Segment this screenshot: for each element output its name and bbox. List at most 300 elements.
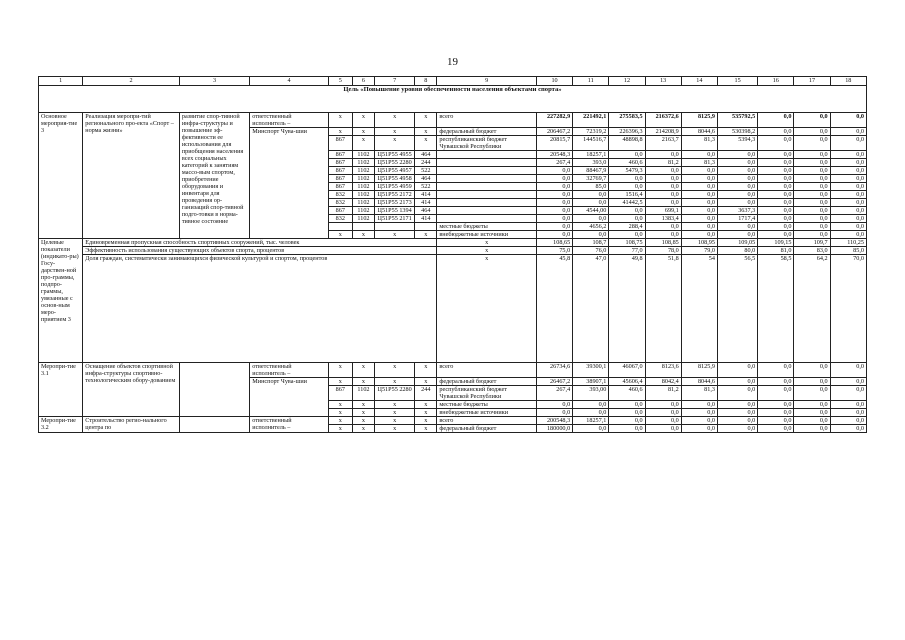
table-cell: 0,0 [717, 386, 757, 401]
indicator-value: 45,8 [536, 255, 572, 363]
funding-source [437, 199, 537, 207]
table-cell: 0,0 [536, 215, 572, 223]
funding-source: всего [437, 363, 537, 378]
budget-table [38, 76, 867, 433]
table-cell: 0,0 [681, 401, 717, 409]
table-cell: 0,0 [717, 425, 757, 433]
measure-title: Реализация меропри-тий регионального про-екта «Спорт – норма жизни» [83, 113, 180, 239]
measure-goal [179, 417, 249, 433]
responsible-label: ответственный исполнитель – [250, 417, 328, 433]
table-cell: 414 [415, 199, 437, 207]
table-cell: x [352, 378, 374, 386]
table-cell: 221492,1 [573, 113, 609, 128]
table-cell: x [415, 409, 437, 417]
table-cell: 85,0 [573, 183, 609, 191]
table-cell: 464 [415, 175, 437, 183]
table-cell: 0,0 [681, 231, 717, 239]
table-cell: 0,0 [717, 401, 757, 409]
table-cell: 1102 [352, 183, 374, 191]
table-cell: 214208,9 [645, 128, 681, 136]
table-cell: 0,0 [681, 425, 717, 433]
column-number: 14 [681, 77, 717, 86]
table-cell: 0,0 [794, 175, 830, 183]
table-cell: x [352, 425, 374, 433]
table-cell: 206467,2 [536, 128, 572, 136]
indicator-value: 75,0 [536, 247, 572, 255]
indicator-value: 58,5 [758, 255, 794, 363]
column-number: 2 [83, 77, 180, 86]
table-cell: 8044,6 [681, 378, 717, 386]
table-cell: 867 [328, 151, 352, 159]
table-cell: 0,0 [794, 409, 830, 417]
table-cell: 867 [328, 207, 352, 215]
table-cell: 144516,7 [573, 136, 609, 151]
table-cell: Ц51Р55 4959 [375, 183, 415, 191]
responsible-label: ответственный исполнитель – [250, 363, 328, 378]
table-cell: 1516,4 [609, 191, 645, 199]
table-cell: 4656,2 [573, 223, 609, 231]
table-cell: 0,0 [536, 401, 572, 409]
table-cell: 0,0 [830, 191, 866, 199]
table-cell: x [375, 401, 415, 409]
table-cell: 0,0 [717, 363, 757, 378]
table-cell: 81,3 [681, 386, 717, 401]
table-cell: 0,0 [830, 183, 866, 191]
table-cell: 0,0 [830, 215, 866, 223]
table-cell: Ц51Р55 2173 [375, 199, 415, 207]
table-cell: 0,0 [609, 425, 645, 433]
table-cell: x [352, 417, 374, 425]
measure-goal [179, 363, 249, 417]
table-cell: Ц51Р55 2280 [375, 159, 415, 167]
column-number: 17 [794, 77, 830, 86]
table-cell: x [328, 401, 352, 409]
table-cell: x [352, 409, 374, 417]
column-number: 10 [536, 77, 572, 86]
table-cell: 244 [415, 386, 437, 401]
table-cell: 32769,7 [573, 175, 609, 183]
table-cell: 0,0 [794, 199, 830, 207]
table-cell: 0,0 [758, 223, 794, 231]
table-cell: 0,0 [830, 425, 866, 433]
table-cell: 1102 [352, 159, 374, 167]
indicator-value: 76,0 [573, 247, 609, 255]
table-cell: 0,0 [573, 425, 609, 433]
funding-source [437, 159, 537, 167]
table-cell: 0,0 [758, 417, 794, 425]
table-cell: 0,0 [717, 223, 757, 231]
table-cell: 0,0 [717, 231, 757, 239]
column-number: 8 [415, 77, 437, 86]
table-cell: 0,0 [536, 183, 572, 191]
table-cell: 45606,4 [609, 378, 645, 386]
funding-source: республиканский бюджет Чувашской Республики [437, 136, 537, 151]
table-cell: 0,0 [717, 199, 757, 207]
indicator-value: 109,05 [717, 239, 757, 247]
table-cell: 41442,5 [609, 199, 645, 207]
table-cell: 4544,00 [573, 207, 609, 215]
indicator-name: Доля граждан, систематически занимающихся физической культурой и спортом, процентов [83, 255, 437, 363]
table-cell: 414 [415, 191, 437, 199]
table-cell: 0,0 [794, 363, 830, 378]
table-cell: 0,0 [830, 386, 866, 401]
table-cell: 226396,3 [609, 128, 645, 136]
table-cell: 0,0 [830, 175, 866, 183]
table-cell: 0,0 [758, 409, 794, 417]
table-cell: 0,0 [717, 191, 757, 199]
table-row [39, 113, 867, 128]
funding-source [437, 191, 537, 199]
table-cell: 0,0 [536, 175, 572, 183]
table-cell: 8123,6 [645, 363, 681, 378]
table-cell: 0,0 [645, 167, 681, 175]
table-cell: x [328, 231, 352, 239]
table-cell: x [352, 128, 374, 136]
column-number: 13 [645, 77, 681, 86]
table-cell: 0,0 [681, 409, 717, 417]
table-cell: 0,0 [681, 167, 717, 175]
indicator-row [39, 255, 867, 363]
column-number: 1 [39, 77, 83, 86]
funding-source [437, 151, 537, 159]
table-cell: x [415, 136, 437, 151]
table-cell: 0,0 [536, 223, 572, 231]
table-cell: 832 [328, 199, 352, 207]
table-cell: 0,0 [794, 128, 830, 136]
table-cell: 275583,5 [609, 113, 645, 128]
measure-label: Меропри-тие 3.2 [39, 417, 83, 433]
table-cell: 0,0 [758, 167, 794, 175]
table-cell: 832 [328, 215, 352, 223]
table-cell: 0,0 [758, 386, 794, 401]
responsible-name: Минспорт Чува-шии [250, 378, 328, 417]
table-cell: 0,0 [681, 215, 717, 223]
table-cell: 0,0 [758, 199, 794, 207]
table-cell: 288,4 [609, 223, 645, 231]
table-cell: 0,0 [717, 417, 757, 425]
table-cell: 26467,2 [536, 378, 572, 386]
table-cell: 0,0 [573, 401, 609, 409]
funding-source: федеральный бюджет [437, 378, 537, 386]
table-cell: Ц51Р55 2171 [375, 215, 415, 223]
table-cell: 464 [415, 207, 437, 215]
table-cell: 0,0 [645, 425, 681, 433]
table-cell: x [352, 401, 374, 409]
table-cell: x [375, 378, 415, 386]
table-cell: 0,0 [794, 207, 830, 215]
table-cell: 46067,0 [609, 363, 645, 378]
funding-source [437, 167, 537, 175]
table-cell: 0,0 [717, 175, 757, 183]
indicator-value: 110,25 [830, 239, 866, 247]
table-cell: 0,0 [536, 409, 572, 417]
table-cell: x [328, 113, 352, 128]
indicator-value: 108,95 [681, 239, 717, 247]
table-cell: 0,0 [536, 231, 572, 239]
table-cell: 81,2 [645, 386, 681, 401]
table-cell: 0,0 [717, 183, 757, 191]
table-cell: x [328, 363, 352, 378]
column-number: 15 [717, 77, 757, 86]
table-cell: x [375, 136, 415, 151]
table-cell: 88467,9 [573, 167, 609, 175]
indicator-value: 83,0 [794, 247, 830, 255]
table-cell: x [375, 363, 415, 378]
column-number: 4 [250, 77, 328, 86]
table-cell: 39300,1 [573, 363, 609, 378]
indicators-label: Целевые показатели (индикато-ры) Госу-дарствен-ной про-граммы, подпро-граммы, увязанные с основ-ным меро-приятием 3 [39, 239, 83, 363]
table-cell: 0,0 [645, 401, 681, 409]
table-cell: 0,0 [645, 231, 681, 239]
indicator-value: 85,0 [830, 247, 866, 255]
table-cell: 72319,2 [573, 128, 609, 136]
table-cell: 0,0 [645, 417, 681, 425]
table-cell: 0,0 [830, 151, 866, 159]
table-cell: 867 [328, 386, 352, 401]
funding-source: внебюджетные источники [437, 409, 537, 417]
table-cell: 867 [328, 136, 352, 151]
table-cell: x [415, 417, 437, 425]
column-number: 18 [830, 77, 866, 86]
table-cell: 522 [415, 183, 437, 191]
table-cell: 2163,7 [645, 136, 681, 151]
column-number: 3 [179, 77, 249, 86]
table-cell: 0,0 [573, 409, 609, 417]
table-cell: 1102 [352, 167, 374, 175]
table-cell: 0,0 [758, 425, 794, 433]
table-cell: 1102 [352, 199, 374, 207]
table-cell: x [415, 425, 437, 433]
table-cell: 18257,1 [573, 417, 609, 425]
table-cell: 0,0 [573, 231, 609, 239]
indicator-value: 109,15 [758, 239, 794, 247]
table-cell: x [437, 247, 537, 255]
table-cell: 0,0 [758, 378, 794, 386]
funding-source: всего [437, 417, 537, 425]
measure-goal: развитие спор-тивной инфра-структуры и повышение эф-фективности ее использования для приобщения населения всех социальных категорий к занятиям массо-вым спортом, приобретение оборудования и инвентаря для проведения ор-ганизаций спор-тивной подго-товки в норма-тивное состояние [179, 113, 249, 239]
table-cell: x [328, 128, 352, 136]
column-number: 11 [573, 77, 609, 86]
table-cell: 0,0 [830, 231, 866, 239]
indicator-value: 80,0 [717, 247, 757, 255]
table-cell: x [415, 231, 437, 239]
table-cell: 0,0 [758, 231, 794, 239]
table-cell: 0,0 [758, 151, 794, 159]
table-cell: 0,0 [681, 223, 717, 231]
table-cell: 0,0 [830, 136, 866, 151]
table-cell: 0,0 [609, 401, 645, 409]
table-cell: 1102 [352, 151, 374, 159]
table-cell: 8125,9 [681, 113, 717, 128]
table-cell: 267,4 [536, 386, 572, 401]
table-cell: 0,0 [794, 113, 830, 128]
table-cell: 0,0 [717, 378, 757, 386]
table-cell: 1102 [352, 175, 374, 183]
table-cell: 0,0 [536, 167, 572, 175]
table-cell: 414 [415, 215, 437, 223]
table-cell: 530398,2 [717, 128, 757, 136]
table-cell: 18257,1 [573, 151, 609, 159]
table-cell: x [437, 255, 537, 363]
funding-source [437, 215, 537, 223]
table-cell: 0,0 [830, 409, 866, 417]
table-cell: 5479,3 [609, 167, 645, 175]
funding-source: всего [437, 113, 537, 128]
table-cell: 0,0 [645, 199, 681, 207]
table-cell: 393,00 [573, 386, 609, 401]
table-cell: 1102 [352, 215, 374, 223]
table-cell: 1717,4 [717, 215, 757, 223]
table-cell [375, 223, 415, 231]
table-cell: 0,0 [681, 191, 717, 199]
table-cell: 1102 [352, 386, 374, 401]
table-cell: 0,0 [758, 136, 794, 151]
table-cell: 0,0 [609, 417, 645, 425]
table-cell: 0,0 [609, 231, 645, 239]
indicator-value: 56,5 [717, 255, 757, 363]
table-cell: 0,0 [830, 167, 866, 175]
table-cell: 1102 [352, 207, 374, 215]
table-cell: 0,0 [609, 409, 645, 417]
table-cell: x [375, 425, 415, 433]
table-cell: x [328, 378, 352, 386]
table-cell: 1102 [352, 191, 374, 199]
responsible-name: Минспорт Чува-шии [250, 128, 328, 239]
table-cell: x [437, 239, 537, 247]
table-cell: 0,0 [681, 199, 717, 207]
table-cell: 0,0 [794, 231, 830, 239]
table-cell: 0,0 [758, 175, 794, 183]
table-cell: Ц51Р55 2172 [375, 191, 415, 199]
table-cell: 0,0 [609, 215, 645, 223]
indicator-value: 47,0 [573, 255, 609, 363]
table-cell: 48898,8 [609, 136, 645, 151]
indicator-value: 51,8 [645, 255, 681, 363]
table-cell: 0,0 [573, 215, 609, 223]
indicator-value: 79,0 [681, 247, 717, 255]
table-cell: 0,0 [758, 128, 794, 136]
table-cell: x [375, 128, 415, 136]
table-cell: 0,0 [794, 159, 830, 167]
table-cell: 0,0 [794, 215, 830, 223]
funding-source: республиканский бюджет Чувашской Республики [437, 386, 537, 401]
table-cell: 0,0 [830, 128, 866, 136]
table-cell: x [375, 113, 415, 128]
funding-source: местные бюджеты [437, 223, 537, 231]
table-cell: 267,4 [536, 159, 572, 167]
table-cell: 0,0 [758, 207, 794, 215]
table-cell: x [328, 409, 352, 417]
table-cell: 0,0 [573, 191, 609, 199]
table-cell: 0,0 [717, 409, 757, 417]
table-cell: 460,6 [609, 159, 645, 167]
table-cell: 0,0 [645, 151, 681, 159]
table-cell: 227282,9 [536, 113, 572, 128]
table-cell: 535792,5 [717, 113, 757, 128]
column-number: 5 [328, 77, 352, 86]
indicator-value: 108,65 [536, 239, 572, 247]
table-cell: 0,0 [717, 159, 757, 167]
table-cell: 0,0 [794, 183, 830, 191]
table-cell: x [375, 231, 415, 239]
table-cell: 0,0 [681, 207, 717, 215]
table-cell: 393,0 [573, 159, 609, 167]
table-cell: 867 [328, 175, 352, 183]
table-cell: Ц51Р55 1394 [375, 207, 415, 215]
indicator-value: 109,7 [794, 239, 830, 247]
table-cell: 0,0 [717, 151, 757, 159]
table-cell: 0,0 [609, 207, 645, 215]
table-cell: x [352, 113, 374, 128]
table-cell: 81,2 [645, 159, 681, 167]
indicator-value: 78,0 [645, 247, 681, 255]
table-cell: 0,0 [758, 215, 794, 223]
indicator-name: Эффективность использования существующих объектов спорта, процентов [83, 247, 437, 255]
table-cell: 38907,1 [573, 378, 609, 386]
table-cell: 0,0 [758, 159, 794, 167]
table-cell: x [352, 363, 374, 378]
table-cell: 0,0 [681, 417, 717, 425]
indicator-value: 77,0 [609, 247, 645, 255]
table-cell: 867 [328, 159, 352, 167]
funding-source: внебюджетные источники [437, 231, 537, 239]
goal-row [39, 86, 867, 113]
table-cell: 216372,6 [645, 113, 681, 128]
table-cell: 699,1 [645, 207, 681, 215]
table-cell: 0,0 [830, 199, 866, 207]
table-cell: x [415, 401, 437, 409]
table-cell: Ц51Р55 2280 [375, 386, 415, 401]
column-number: 6 [352, 77, 374, 86]
table-cell: 0,0 [830, 363, 866, 378]
table-cell: 200548,3 [536, 417, 572, 425]
table-cell: x [415, 113, 437, 128]
table-cell [352, 223, 374, 231]
indicator-value: 54 [681, 255, 717, 363]
table-cell: 522 [415, 167, 437, 175]
table-cell: 0,0 [794, 378, 830, 386]
measure-title: Оснащение объектов спортивной инфра-структуры спортивно-технологическим обору-дованием [83, 363, 180, 417]
funding-source: местные бюджеты [437, 401, 537, 409]
indicator-row [39, 239, 867, 247]
table-cell: 0,0 [830, 113, 866, 128]
table-cell: 0,0 [830, 378, 866, 386]
table-cell: 0,0 [794, 425, 830, 433]
table-row [39, 363, 867, 378]
funding-source [437, 175, 537, 183]
measure-title: Строительство регио-нального центра по [83, 417, 180, 433]
indicator-value: 64,2 [794, 255, 830, 363]
table-cell: 0,0 [681, 183, 717, 191]
indicator-name: Единовременная пропускная способность спортивных сооружений, тыс. человек [83, 239, 437, 247]
table-cell: 0,0 [536, 199, 572, 207]
table-cell: 0,0 [536, 191, 572, 199]
table-cell: 0,0 [645, 175, 681, 183]
responsible-label: ответственный исполнитель – [250, 113, 328, 128]
table-cell: 867 [328, 183, 352, 191]
header-row [39, 77, 867, 86]
table-cell: 0,0 [717, 167, 757, 175]
column-number: 12 [609, 77, 645, 86]
table-cell: 0,0 [758, 401, 794, 409]
table-cell: 180000,0 [536, 425, 572, 433]
table-row [39, 417, 867, 425]
table-cell: 0,0 [794, 386, 830, 401]
table-cell: 0,0 [758, 363, 794, 378]
table-cell: 0,0 [681, 175, 717, 183]
table-cell: 0,0 [830, 223, 866, 231]
table-cell: 81,3 [681, 136, 717, 151]
